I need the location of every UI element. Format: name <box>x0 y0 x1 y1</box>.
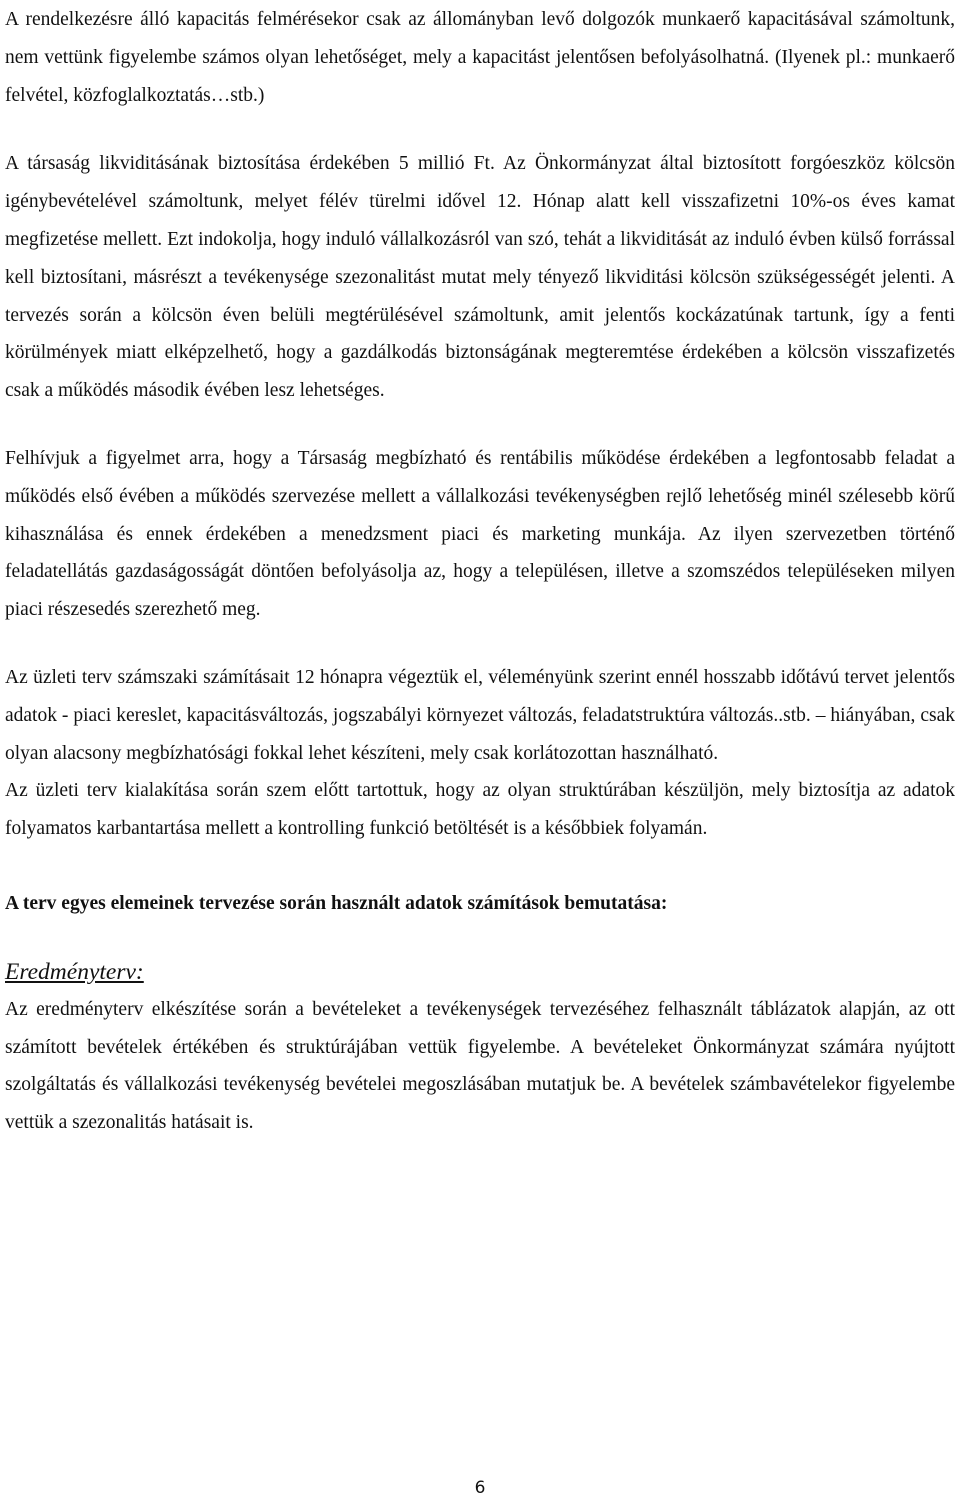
paragraph-calculations: Az üzleti terv számszaki számításait 12 hónapra végeztük el, véleményünk szerint ennél hosszabb időtávú tervet jelentős adatok - piaci kereslet, kapacitásváltozás, jogszabályi környezet változás, feladatstruktúra változás..stb. – hiányában, csak olyan alacsony megbízhatósági fokkal lehet készíteni, mely csak korlátozottan használható. <box>5 666 955 764</box>
subsection-heading: Eredményterv: <box>5 958 144 985</box>
section-heading: A terv egyes elemeinek tervezése során használt adatok számítások bemutatása: <box>5 892 668 914</box>
paragraph-capacity: A rendelkezésre álló kapacitás felmérésekor csak az állományban levő dolgozók munkaerő kapacitásával számoltunk, nem vettünk figyelembe számos olyan lehetőséget, mely a kapacitást jelentősen befolyásolhatná. (Ilyenek pl.: munkaerő felvétel, közfoglalkoztatás…stb.) <box>5 9 955 106</box>
document-page <box>5 0 955 1142</box>
page-number: 6 <box>474 1478 486 1498</box>
paragraph-income-plan: Az eredményterv elkészítése során a bevételeket a tevékenységek tervezéséhez felhasznált táblázatok alapján, az ott számított bevételek értékében és struktúrájában vettük figyelembe. A bevételeket Önkormányzat számára nyújtott szolgáltatás és vállalkozási tevékenység bevételei megoszlásában mutatjuk be. A bevételek számbavételekor figyelembe vettük a szezonalitás hatásait is. <box>5 998 955 1134</box>
paragraph-structure: Az üzleti terv kialakítása során szem előtt tartottuk, hogy az olyan struktúrában készüljön, mely biztosítja az adatok folyamatos karbantartása mellett a kontrolling funkció betöltését is a későbbiek folyamán. <box>5 780 955 840</box>
paragraph-attention: Felhívjuk a figyelmet arra, hogy a Társaság megbízható és rentábilis működése érdekében a legfontosabb feladat a működés első évében a működés szervezése mellett a vállalkozási tevékenységben rejlő lehetőség minél szélesebb körű kihasználása és ennek érdekében a menedzsment piaci és marketing munkája. Az ilyen szervezetben történő feladatellátás gazdaságosságát döntően befolyásolja az, hogy a településen, illetve a szomszédos településeken milyen piaci részesedés szerezhető meg. <box>5 447 955 621</box>
paragraph-liquidity: A társaság likviditásának biztosítása érdekében 5 millió Ft. Az Önkormányzat által biztosított forgóeszköz kölcsön igénybevételével számoltunk, melyet félév türelmi idővel 12. Hónap alatt kell visszafizetni 10%-os éves kamat megfizetése mellett. Ezt indokolja, hogy induló vállalkozásról van szó, tehát a likviditását az induló évben külső forrással kell biztosítani, másrészt a tevékenysége szezonalitást mutat mely tényező likviditási kölcsön szükségességét jelenti. A tervezés során a kölcsön éven belüli megtérülésével számoltunk, amit jelentős kockázatúnak tartunk, így a fenti körülmények miatt elképzelhető, hogy a gazdálkodás biztonságának megteremtése érdekében a kölcsön visszafizetés csak a működés második évében lesz lehetséges. <box>5 153 955 402</box>
